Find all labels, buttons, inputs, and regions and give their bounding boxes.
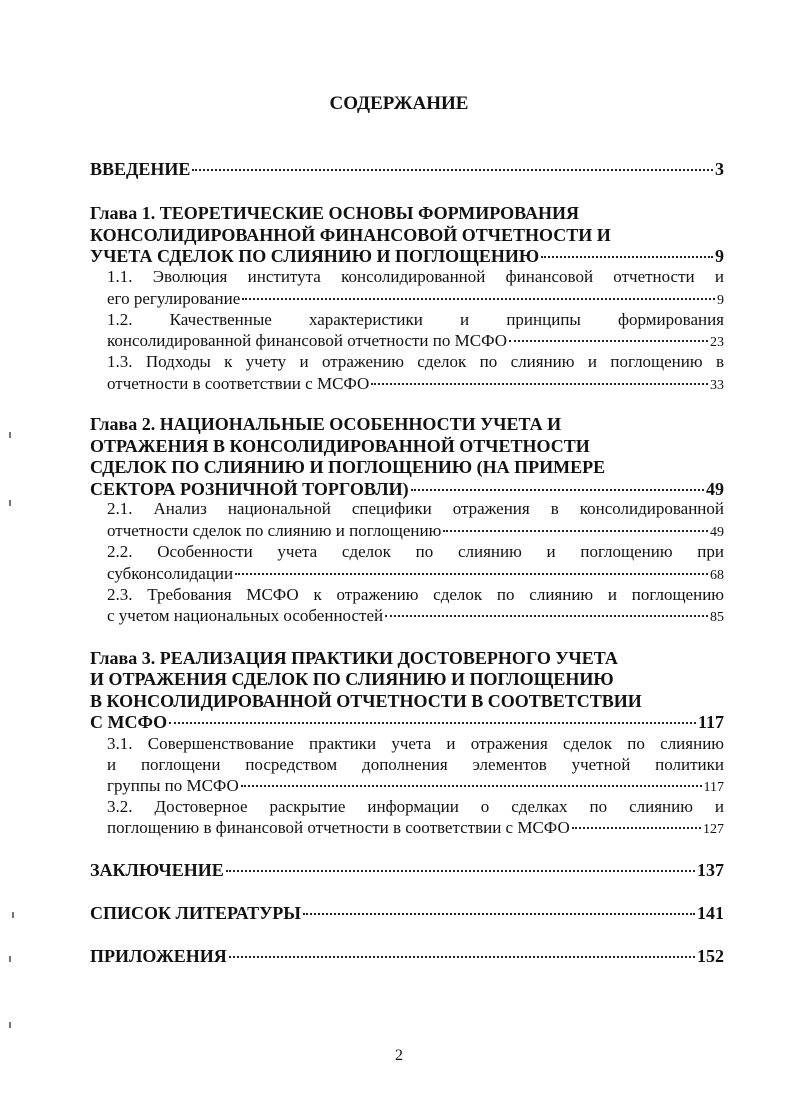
toc-section-1-1-page: 9: [717, 293, 724, 308]
toc-chapter1-line2: КОНСОЛИДИРОВАННОЙ ФИНАНСОВОЙ ОТЧЕТНОСТИ И: [90, 225, 611, 245]
toc-entry-appendices[interactable]: [90, 945, 724, 967]
toc-section-3-2-page: 127: [703, 822, 724, 837]
toc-intro-label: ВВЕДЕНИЕ: [90, 159, 191, 179]
toc-section-2-2-line2: субконсолидации: [107, 564, 234, 583]
toc-references-page: 141: [697, 903, 724, 923]
toc-entry-intro[interactable]: [90, 158, 724, 180]
toc-chapter2-line2: ОТРАЖЕНИЯ В КОНСОЛИДИРОВАННОЙ ОТЧЕТНОСТИ: [90, 436, 590, 456]
toc-entry-chapter1[interactable]: [90, 245, 724, 267]
toc-section-1-2-line2: консолидированной финансовой отчетности по МСФО: [107, 331, 507, 350]
toc-section-1-1-line2: его регулирование: [107, 289, 241, 308]
toc-section-2-1-line2: отчетности сделок по слиянию и поглощению: [107, 521, 442, 540]
toc-section-2-3-line2: с учетом национальных особенностей: [107, 606, 384, 625]
scan-mark: [9, 956, 11, 962]
toc-section-2-3-line1[interactable]: 2.3. Требования МСФО к отражению сделок по слиянию и поглощению: [107, 585, 724, 604]
scan-mark: [12, 912, 14, 918]
page-number: 2: [395, 1047, 403, 1064]
toc-section-3-1-page: 117: [703, 780, 724, 795]
leader-dots: [169, 722, 696, 724]
scan-mark: [9, 432, 11, 438]
toc-appendices-label: ПРИЛОЖЕНИЯ: [90, 946, 227, 966]
toc-entry-section-1-3[interactable]: [107, 373, 724, 397]
leader-dots: [371, 383, 708, 385]
toc-section-2-2-line1[interactable]: 2.2. Особенности учета сделок по слиянию и поглощению при: [107, 542, 724, 561]
toc-section-2-1-page: 49: [710, 525, 724, 540]
toc-intro-page: 3: [715, 159, 724, 179]
toc-entry-references[interactable]: [90, 902, 724, 924]
leader-dots: [235, 573, 708, 575]
toc-chapter2-line4: СЕКТОРА РОЗНИЧНОЙ ТОРГОВЛИ): [90, 479, 409, 499]
toc-chapter2-line3: СДЕЛОК ПО СЛИЯНИЮ И ПОГЛОЩЕНИЮ (НА ПРИМЕРЕ: [90, 457, 606, 477]
leader-dots: [303, 913, 695, 915]
leader-dots: [443, 530, 708, 532]
leader-dots: [509, 340, 708, 342]
leader-dots: [411, 489, 704, 491]
toc-chapter3-line3: В КОНСОЛИДИРОВАННОЙ ОТЧЕТНОСТИ В СООТВЕТСТВИИ: [90, 691, 642, 711]
toc-section-2-3-page: 85: [710, 610, 724, 625]
toc-chapter3-line4: С МСФО: [90, 712, 168, 732]
toc-section-1-2-line1[interactable]: 1.2. Качественные характеристики и принципы формирования: [107, 310, 724, 329]
page-title: СОДЕРЖАНИЕ: [329, 93, 469, 114]
toc-section-1-3-line2: отчетности в соответствии с МСФО: [107, 374, 370, 393]
toc-section-3-2-line2: поглощению в финансовой отчетности в соответствии с МСФО: [107, 818, 570, 837]
toc-chapter1-line3: УЧЕТА СДЕЛОК ПО СЛИЯНИЮ И ПОГЛОЩЕНИЮ: [90, 246, 540, 266]
toc-appendices-page: 152: [697, 946, 724, 966]
scan-mark: [9, 1022, 11, 1028]
toc-section-1-3-page: 33: [710, 378, 724, 393]
toc-section-1-1-line1[interactable]: 1.1. Эволюция института консолидированной финансовой отчетности и: [107, 267, 724, 286]
toc-chapter3-line1: Глава 3. РЕАЛИЗАЦИЯ ПРАКТИКИ ДОСТОВЕРНОГО УЧЕТА: [90, 648, 618, 668]
toc-section-2-2-page: 68: [710, 568, 724, 583]
leader-dots: [385, 615, 708, 617]
leader-dots: [226, 870, 695, 872]
leader-dots: [541, 256, 713, 258]
leader-dots: [572, 827, 701, 829]
toc-references-label: СПИСОК ЛИТЕРАТУРЫ: [90, 903, 301, 923]
toc-section-3-1-line3: группы по МСФО: [107, 776, 239, 795]
toc-entry-conclusion[interactable]: [90, 859, 724, 881]
toc-chapter3-page: 117: [697, 712, 724, 732]
leader-dots: [229, 956, 695, 958]
toc-chapter3-line2: И ОТРАЖЕНИЯ СДЕЛОК ПО СЛИЯНИЮ И ПОГЛОЩЕНИЮ: [90, 669, 614, 689]
toc-section-3-1-line2[interactable]: и поглощени посредством дополнения элементов учетной политики: [107, 755, 724, 774]
toc-conclusion-page: 137: [697, 860, 724, 880]
leader-dots: [192, 169, 713, 171]
toc-section-1-2-page: 23: [710, 335, 724, 350]
toc-section-3-2-line1[interactable]: 3.2. Достоверное раскрытие информации о сделках по слиянию и: [107, 797, 724, 816]
toc-entry-section-3-2[interactable]: [107, 817, 724, 841]
toc-entry-section-2-3[interactable]: [107, 605, 724, 629]
toc-entry-chapter2[interactable]: [90, 478, 724, 500]
toc-chapter1-page: 9: [715, 246, 724, 266]
toc-chapter2-page: 49: [706, 479, 724, 499]
toc-entry-chapter3[interactable]: [90, 711, 724, 733]
toc-section-1-3-line1[interactable]: 1.3. Подходы к учету и отражению сделок по слиянию и поглощению в: [107, 352, 724, 371]
toc-section-2-1-line1[interactable]: 2.1. Анализ национальной специфики отражения в консолидированной: [107, 499, 724, 518]
leader-dots: [241, 785, 702, 787]
toc-section-3-1-line1[interactable]: 3.1. Совершенствование практики учета и отражения сделок по слиянию: [107, 734, 724, 753]
toc-conclusion-label: ЗАКЛЮЧЕНИЕ: [90, 860, 224, 880]
toc-chapter2-line1: Глава 2. НАЦИОНАЛЬНЫЕ ОСОБЕННОСТИ УЧЕТА И: [90, 414, 562, 434]
toc-chapter1-line1: Глава 1. ТЕОРЕТИЧЕСКИЕ ОСНОВЫ ФОРМИРОВАНИЯ: [90, 203, 580, 223]
scan-mark: [9, 500, 11, 506]
leader-dots: [242, 298, 715, 300]
